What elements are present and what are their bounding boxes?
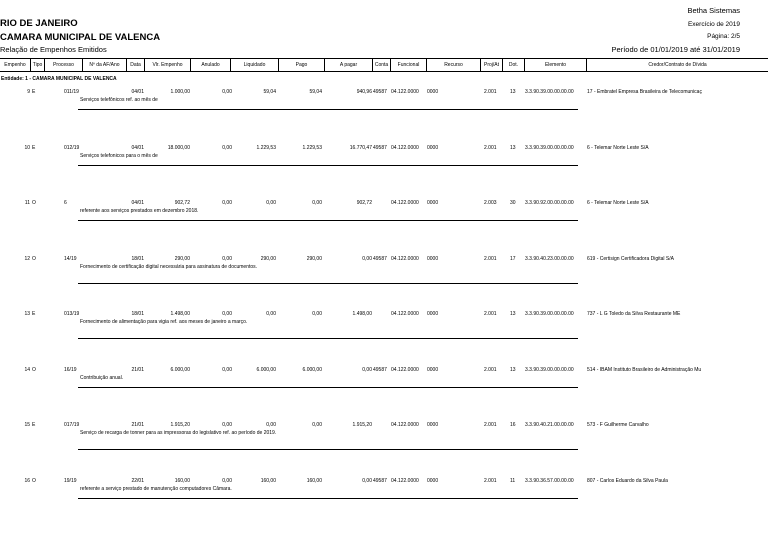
cell-credor: 6 - Telemar Norte Leste S/A: [587, 200, 649, 206]
cell-dot: 16: [510, 422, 516, 428]
cell-elemento: 3.3.90.40.21.00.00.00: [525, 422, 574, 428]
cell-funcional: 04.122.0000: [391, 311, 419, 317]
cell-tipo: O: [32, 200, 36, 206]
cell-funcional: 04.122.0000: [391, 367, 419, 373]
row-description: Fornecimento de alimentação para vigia ref. aos meses de janeiro a março.: [80, 319, 248, 325]
cell-tipo: O: [32, 478, 36, 484]
page-number: Página: 2/5: [707, 33, 740, 40]
cell-processo: 6: [64, 200, 67, 206]
cell-data: 18/01: [131, 311, 144, 317]
row-description: Serviço de recarga de tonner para as impressoras do legislativo ref. ao período de 2019.: [80, 430, 277, 436]
cell-pago: 6.000,00: [302, 367, 322, 373]
cell-dot: 13: [510, 145, 516, 151]
cell-tipo: E: [32, 422, 36, 428]
col-apagar: A pagar: [324, 59, 372, 71]
col-anulado: Anulado: [190, 59, 230, 71]
cell-credor: 807 - Carlos Eduardo da Silva Paula: [587, 478, 668, 484]
cell-data: 04/01: [131, 89, 144, 95]
cell-liquidado: 0,00: [266, 422, 276, 428]
cell-vlr: 1.498,00: [170, 311, 190, 317]
row-separator: [78, 109, 578, 110]
row-description: referente aos serviços prestados em dezembro 2018.: [80, 208, 199, 214]
cell-processo: 14/19: [64, 256, 77, 262]
cell-tipo: O: [32, 367, 36, 373]
city-title: RIO DE JANEIRO: [0, 18, 78, 29]
row-separator: [78, 165, 578, 166]
table-row: [0, 89, 768, 129]
cell-funcional: 04.122.0000: [391, 256, 419, 262]
cell-conta: 49587: [373, 256, 387, 262]
col-liquidado: Liquidado: [230, 59, 278, 71]
cell-vlr: 290,00: [174, 256, 190, 262]
row-description: Serviços telefônicos ref. ao mês de: [80, 97, 158, 103]
cell-conta: 49587: [373, 145, 387, 151]
cell-liquidado: 160,00: [260, 478, 276, 484]
cell-pago: 290,00: [306, 256, 322, 262]
cell-proj: 2.001: [484, 478, 497, 484]
cell-processo: 017/19: [64, 422, 80, 428]
table-row: [0, 478, 768, 518]
cell-dot: 13: [510, 89, 516, 95]
cell-anulado: 0,00: [222, 145, 232, 151]
cell-data: 21/01: [131, 367, 144, 373]
cell-credor: 573 - F Guilherme Carvalho: [587, 422, 649, 428]
cell-pago: 59,04: [309, 89, 322, 95]
cell-liquidado: 0,00: [266, 311, 276, 317]
cell-processo: 011/19: [64, 89, 79, 95]
company-name: Betha Sistemas: [687, 6, 740, 15]
cell-anulado: 0,00: [222, 200, 232, 206]
cell-conta: 49587: [373, 367, 387, 373]
cell-recurso: 0000: [427, 367, 439, 373]
cell-elemento: 3.3.90.40.23.00.00.00: [525, 256, 574, 262]
cell-tipo: E: [32, 89, 36, 95]
cell-pago: 0,00: [312, 200, 322, 206]
cell-data: 22/01: [131, 478, 144, 484]
col-vlr-empenho: Vlr. Empenho: [144, 59, 190, 71]
cell-recurso: 0000: [427, 311, 439, 317]
cell-apagar: 16.770,47: [349, 145, 372, 151]
cell-conta: 49587: [373, 478, 387, 484]
cell-vlr: 6.000,00: [170, 367, 190, 373]
cell-liquidado: 290,00: [260, 256, 276, 262]
cell-proj: 2.001: [484, 367, 497, 373]
row-description: Fornecimento de certificação digital necessária para assinatura de documentos.: [80, 264, 258, 270]
cell-liquidado: 1.229,53: [256, 145, 276, 151]
cell-funcional: 04.122.0000: [391, 478, 419, 484]
col-recurso: Recurso: [426, 59, 480, 71]
cell-apagar: 1.498,00: [352, 311, 372, 317]
cell-empenho: 9: [27, 89, 30, 95]
cell-credor: 514 - IBAM Instituto Brasileiro de Administração Mu: [587, 367, 702, 373]
table-row: [0, 422, 768, 462]
cell-dot: 13: [510, 311, 516, 317]
report-title: Relação de Empenhos Emitidos: [0, 45, 107, 54]
period-label: Período de 01/01/2019 até 31/01/2019: [611, 45, 740, 54]
col-af-ano: Nº da AF/Ano: [82, 59, 126, 71]
row-separator: [78, 387, 578, 388]
cell-vlr: 160,00: [174, 478, 190, 484]
table-row: [0, 311, 768, 351]
cell-funcional: 04.122.0000: [391, 422, 419, 428]
cell-pago: 1.229,53: [302, 145, 322, 151]
exercise-label: Exercício de 2019: [687, 21, 740, 28]
cell-proj: 2.003: [484, 200, 497, 206]
cell-data: 04/01: [131, 200, 144, 206]
cell-pago: 160,00: [306, 478, 322, 484]
table-row: [0, 200, 768, 240]
cell-proj: 2.001: [484, 145, 497, 151]
col-empenho: Empenho: [4, 62, 26, 68]
cell-credor: 619 - Certisign Certificadora Digital S/A: [587, 256, 674, 262]
cell-apagar: 940,96: [356, 89, 372, 95]
cell-data: 21/01: [131, 422, 144, 428]
cell-credor: 6 - Telemar Norte Leste S/A: [587, 145, 649, 151]
cell-apagar: 1.915,20: [352, 422, 372, 428]
cell-elemento: 3.3.90.92.00.00.00.00: [525, 200, 574, 206]
row-separator: [78, 449, 578, 450]
cell-data: 04/01: [131, 145, 144, 151]
cell-tipo: E: [32, 311, 36, 317]
col-processo: Processo: [44, 59, 82, 71]
cell-empenho: 13: [24, 311, 30, 317]
cell-tipo: O: [32, 256, 36, 262]
row-description: Contribuição anual.: [80, 375, 124, 381]
cell-empenho: 10: [24, 145, 30, 151]
row-description: Serviços telefonicos para o mês de: [80, 153, 158, 159]
cell-data: 18/01: [131, 256, 144, 262]
col-credor: Credor/Contrato de Dívida: [586, 59, 768, 71]
cell-elemento: 3.3.90.39.00.00.00.00: [525, 367, 574, 373]
cell-processo: 16/19: [64, 367, 77, 373]
cell-dot: 13: [510, 367, 516, 373]
cell-anulado: 0,00: [222, 367, 232, 373]
cell-funcional: 04.122.0000: [391, 145, 419, 151]
cell-funcional: 04.122.0000: [391, 89, 419, 95]
cell-processo: 012/19: [64, 145, 80, 151]
cell-recurso: 0000: [427, 256, 439, 262]
cell-recurso: 0000: [427, 200, 439, 206]
cell-anulado: 0,00: [222, 422, 232, 428]
cell-recurso: 0000: [427, 145, 439, 151]
col-data: Data: [126, 59, 144, 71]
cell-proj: 2.001: [484, 89, 497, 95]
cell-liquidado: 59,04: [263, 89, 276, 95]
cell-liquidado: 6.000,00: [256, 367, 276, 373]
cell-elemento: 3.3.90.39.00.00.00.00: [525, 311, 574, 317]
cell-proj: 2.001: [484, 256, 497, 262]
entity-label: Entidade: 1 - CAMARA MUNICIPAL DE VALENCA: [1, 76, 117, 82]
cell-elemento: 3.3.90.36.57.00.00.00: [525, 478, 574, 484]
cell-vlr: 18.000,00: [167, 145, 190, 151]
cell-credor: 737 - L G Toledo da Silva Restaurante ME: [587, 311, 681, 317]
row-description: referente a serviço prestado de manutenção computadores Câmara.: [80, 486, 232, 492]
cell-tipo: E: [32, 145, 36, 151]
cell-recurso: 0000: [427, 89, 439, 95]
row-separator: [78, 338, 578, 339]
row-separator: [78, 220, 578, 221]
cell-vlr: 1.000,00: [170, 89, 190, 95]
cell-apagar: 902,72: [356, 200, 372, 206]
cell-apagar: 0,00: [362, 256, 372, 262]
col-elemento: Elemento: [524, 59, 586, 71]
cell-pago: 0,00: [312, 311, 322, 317]
col-proj: Proj/At: [480, 59, 502, 71]
table-header: [0, 58, 768, 72]
col-dot: Dot.: [502, 59, 524, 71]
cell-empenho: 12: [24, 256, 30, 262]
table-row: [0, 367, 768, 407]
cell-anulado: 0,00: [222, 256, 232, 262]
cell-proj: 2.001: [484, 311, 497, 317]
table-row: [0, 145, 768, 185]
cell-elemento: 3.3.90.39.00.00.00.00: [525, 145, 574, 151]
cell-processo: 013/19: [64, 311, 80, 317]
cell-funcional: 04.122.0000: [391, 200, 419, 206]
cell-dot: 30: [510, 200, 516, 206]
col-conta: Conta: [372, 59, 390, 71]
col-tipo: Tipo: [30, 59, 44, 71]
chamber-title: CAMARA MUNICIPAL DE VALENCA: [0, 32, 161, 43]
row-separator: [78, 498, 578, 499]
cell-dot: 11: [510, 478, 516, 484]
cell-pago: 0,00: [312, 422, 322, 428]
col-pago: Pago: [278, 59, 324, 71]
cell-liquidado: 0,00: [266, 200, 276, 206]
cell-apagar: 0,00: [362, 478, 372, 484]
cell-anulado: 0,00: [222, 311, 232, 317]
cell-conta: 49587: [373, 89, 387, 95]
cell-empenho: 15: [24, 422, 30, 428]
cell-vlr: 1.915,20: [170, 422, 190, 428]
table-row: [0, 256, 768, 296]
cell-empenho: 16: [24, 478, 30, 484]
cell-recurso: 0000: [427, 422, 439, 428]
cell-elemento: 3.3.90.39.00.00.00.00: [525, 89, 574, 95]
cell-anulado: 0,00: [222, 478, 232, 484]
cell-vlr: 902,72: [174, 200, 190, 206]
row-separator: [78, 283, 578, 284]
cell-anulado: 0,00: [222, 89, 232, 95]
cell-empenho: 11: [24, 200, 30, 206]
cell-proj: 2.001: [484, 422, 497, 428]
cell-apagar: 0,00: [362, 367, 372, 373]
cell-recurso: 0000: [427, 478, 439, 484]
cell-credor: 17 - Embratel Empresa Brasileira de Telecomunicaç: [587, 89, 702, 95]
cell-dot: 17: [510, 256, 516, 262]
col-funcional: Funcional: [390, 59, 426, 71]
cell-processo: 19/19: [64, 478, 77, 484]
cell-empenho: 14: [24, 367, 30, 373]
